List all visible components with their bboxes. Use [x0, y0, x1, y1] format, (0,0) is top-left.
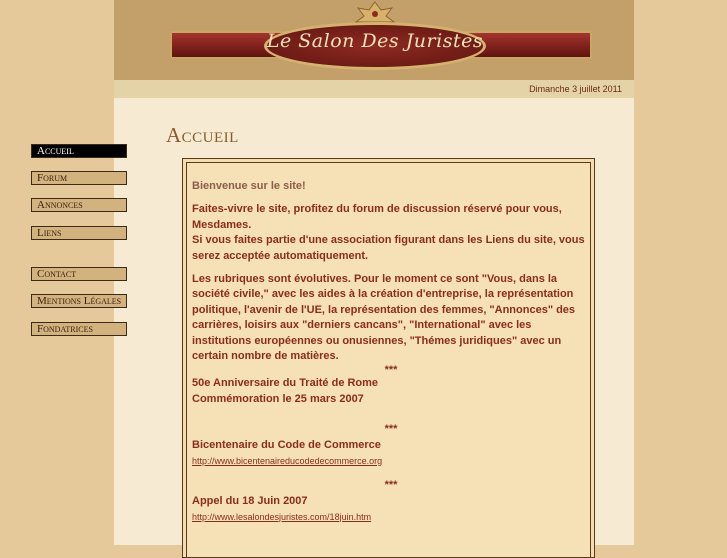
page-title: Accueil — [166, 123, 239, 147]
nav-item-contact[interactable]: Contact — [31, 267, 127, 281]
crest-ornament-icon — [350, 0, 400, 24]
separator: *** — [384, 364, 398, 377]
intro-line-forum: Faites-vivre le site, profitez du forum de discussion réservé pour vous, Mesdames. — [192, 203, 562, 231]
event-appel-link[interactable]: http://www.lesalondesjuristes.com/18juin.htm — [192, 511, 372, 522]
nav-item-mentions-legales[interactable]: Mentions Légales — [31, 294, 127, 308]
content-panel — [186, 162, 591, 557]
nav-item-fondatrices[interactable]: Fondatrices — [31, 322, 127, 336]
date-bar — [114, 80, 634, 98]
separator: *** — [384, 479, 398, 492]
nav-item-accueil[interactable]: Accueil — [31, 144, 127, 158]
site-header — [114, 0, 634, 80]
event-rome-title: 50e Anniversaire du Traité de Rome — [192, 377, 379, 390]
intro-line-association: Si vous faites partie d'une association figurant dans les Liens du site, vous serez acceptée automatiquement. — [192, 234, 585, 262]
rubriques-paragraph: Les rubriques sont évolutives. Pour le moment ce sont "Vous, dans la société civile," avec les aides à la création d'entreprise, la représentation politique, l'avenir de l'UE, la représentation des femmes, "Annonces" des carrières, loisirs aux "derniers cancans", "International" avec les institutions européennes ou onusiennes, "Thémes juridiques" avec un certain nombre de matières. — [192, 273, 576, 363]
separator: *** — [384, 423, 398, 436]
content-box — [182, 158, 595, 558]
nav-item-liens[interactable]: Liens — [31, 226, 127, 240]
content-text — [192, 179, 590, 525]
site-title[interactable]: Le Salon Des Juristes — [266, 30, 484, 52]
event-appel-title: Appel du 18 Juin 2007 — [192, 495, 308, 508]
event-code-title: Bicentenaire du Code de Commerce — [192, 439, 381, 452]
nav-item-annonces[interactable]: Annonces — [31, 198, 127, 212]
nav-item-forum[interactable]: Forum — [31, 171, 127, 185]
event-code-link[interactable]: http://www.bicentenaireducodedecommerce.org — [192, 455, 383, 466]
current-date: Dimanche 3 juillet 2011 — [529, 84, 622, 94]
intro-paragraph — [192, 202, 590, 264]
welcome-text: Bienvenue sur le site! — [192, 180, 306, 192]
event-rome-subtitle: Commémoration le 25 mars 2007 — [192, 392, 364, 405]
